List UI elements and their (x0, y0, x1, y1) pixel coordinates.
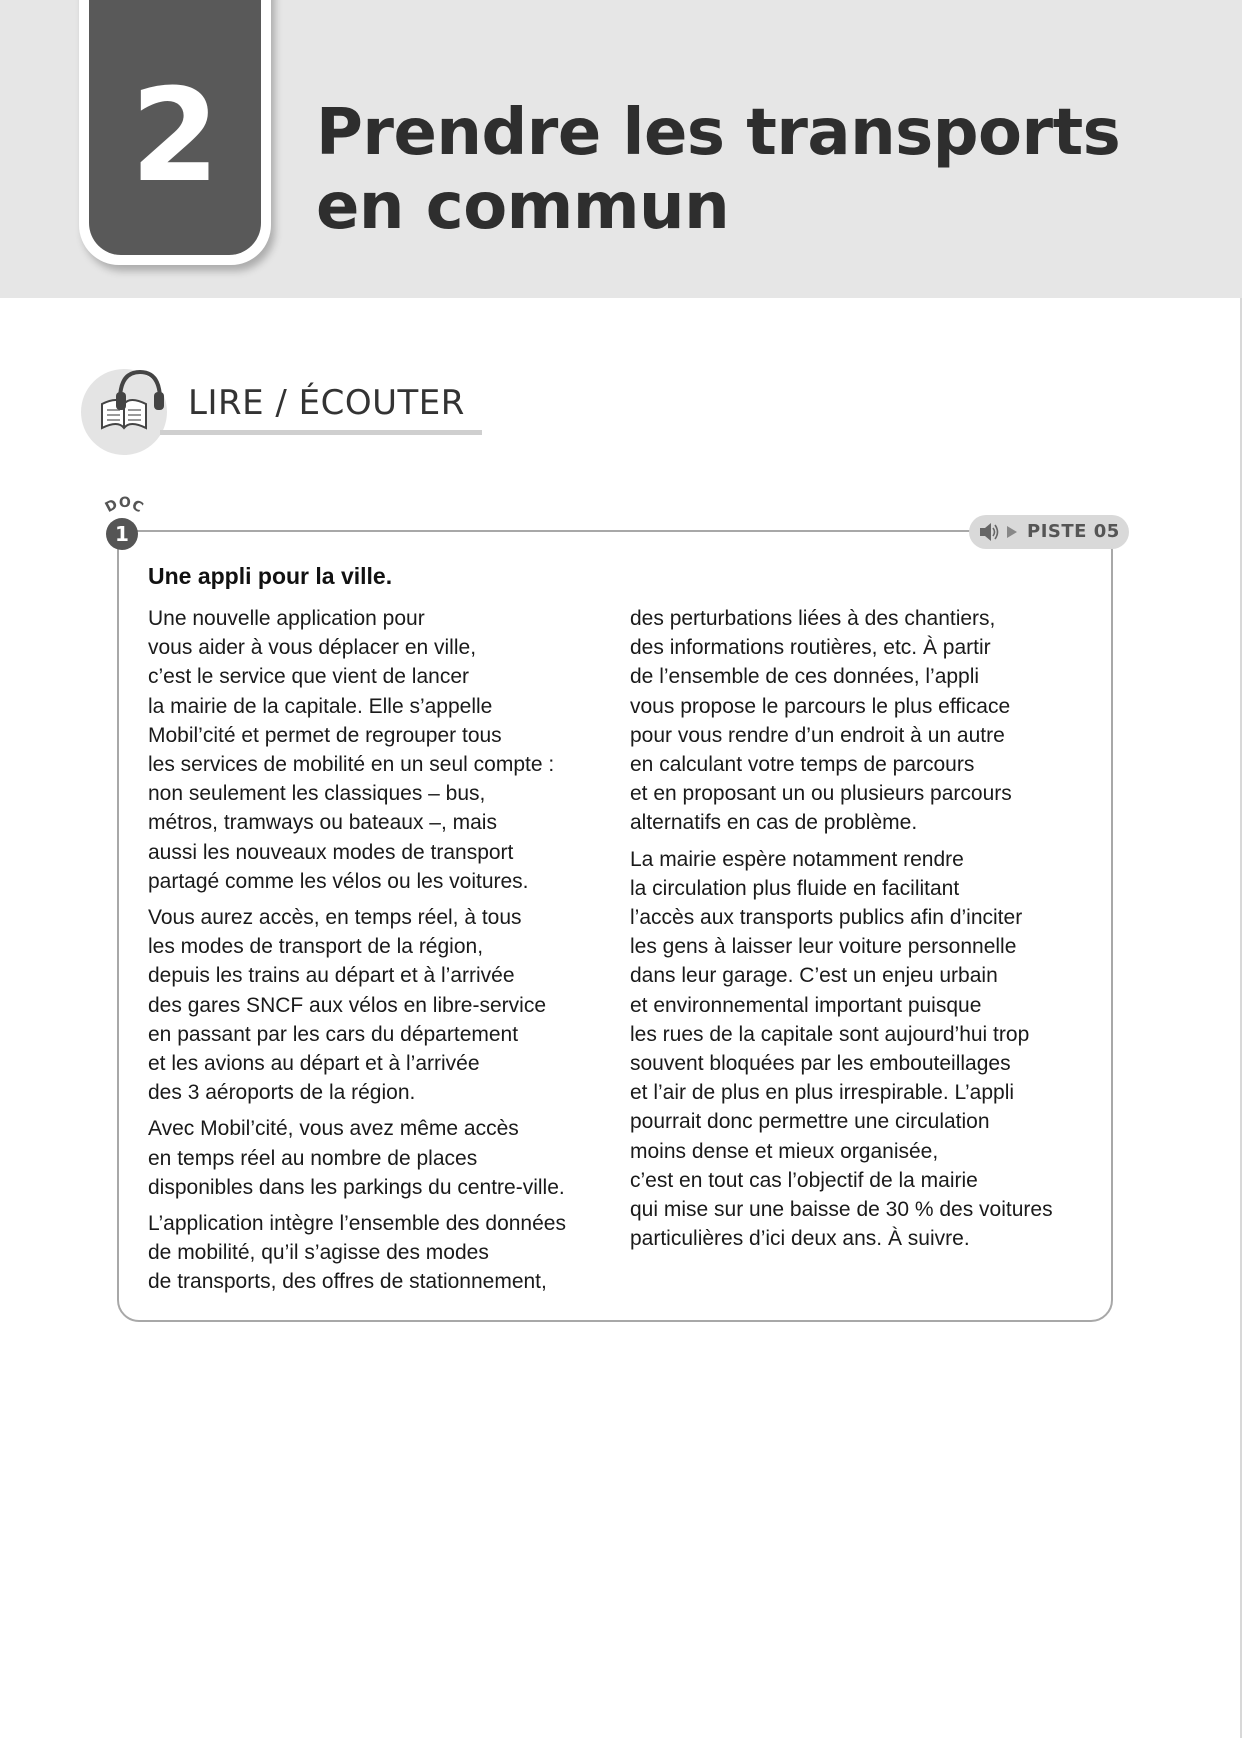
article-title: Une appli pour la ville. (148, 563, 393, 589)
article-line: qui mise sur une baisse de 30 % des voitures (630, 1198, 1053, 1222)
article-paragraph (630, 845, 1100, 1254)
article-line: de l’ensemble de ces données, l’appli (630, 665, 980, 689)
article-paragraph (630, 604, 1100, 838)
chapter-tab (79, 0, 271, 265)
article-paragraph (148, 1114, 618, 1202)
article-line: en passant par les cars du département (148, 1022, 519, 1046)
article-line: vous aider à vous déplacer en ville, (148, 636, 477, 660)
article-paragraph (148, 1209, 618, 1297)
article-line: disponibles dans les parkings du centre-ville. (148, 1175, 565, 1199)
article-line: et environnemental important puisque (630, 993, 982, 1017)
article-line: de mobilité, qu’il s’agisse des modes (148, 1241, 489, 1265)
chapter-tab-inner (89, 0, 261, 255)
chapter-title (316, 96, 1216, 244)
article-line: en temps réel au nombre de places (148, 1146, 478, 1170)
article-paragraph (148, 903, 618, 1107)
article-line: Mobil’cité et permet de regrouper tous (148, 723, 502, 747)
article-line: des gares SNCF aux vélos en libre-service (148, 993, 546, 1017)
article-line: les modes de transport de la région, (148, 935, 484, 959)
article-line: en calculant votre temps de parcours (630, 753, 975, 777)
article-line: La mairie espère notamment rendre (630, 847, 964, 871)
article-line: et l’air de plus en plus irrespirable. L’appli (630, 1081, 1015, 1105)
article-line: la mairie de la capitale. Elle s’appelle (148, 694, 493, 718)
doc-number-badge: 1 (106, 518, 138, 550)
article-line: Avec Mobil’cité, vous avez même accès (148, 1117, 519, 1141)
article-line: métros, tramways ou bateaux –, mais (148, 811, 497, 835)
article-line: non seulement les classiques – bus, (148, 782, 486, 806)
article-line: la circulation plus fluide en facilitant (630, 876, 960, 900)
speaker-icon (979, 522, 1001, 542)
article-column-left (148, 604, 618, 1304)
article-line: l’accès aux transports publics afin d’inciter (630, 906, 1023, 930)
article-paragraph (148, 604, 618, 896)
section-title: LIRE / ÉCOUTER (188, 383, 465, 423)
article-line: Vous aurez accès, en temps réel, à tous (148, 906, 522, 930)
article-line: vous propose le parcours le plus efficace (630, 694, 1011, 718)
article-line: les rues de la capitale sont aujourd’hui trop (630, 1022, 1030, 1046)
article-line: alternatifs en cas de problème. (630, 811, 918, 835)
audio-track-label: PISTE 05 (1027, 521, 1120, 542)
article-line: moins dense et mieux organisée, (630, 1139, 939, 1163)
article-line: et en proposant un ou plusieurs parcours (630, 782, 1012, 806)
book-headphones-icon (80, 368, 168, 456)
chapter-title-line: Prendre les transports (316, 96, 1121, 170)
article-line: les services de mobilité en un seul compte : (148, 753, 555, 777)
article-line: L’application intègre l’ensemble des données (148, 1212, 566, 1236)
article-line: c’est le service que vient de lancer (148, 665, 469, 689)
article-line: partagé comme les vélos ou les voitures. (148, 869, 529, 893)
article-line: particulières d’ici deux ans. À suivre. (630, 1227, 970, 1251)
chapter-title-line: en commun (316, 170, 730, 244)
audio-track-button[interactable] (969, 515, 1129, 549)
svg-text:DOC (103, 495, 146, 516)
article-line: pourrait donc permettre une circulation (630, 1110, 990, 1134)
doc-label-text: DOC (102, 495, 146, 517)
section-underline (160, 430, 482, 435)
article-line: Une nouvelle application pour (148, 607, 425, 630)
doc-label (100, 495, 148, 519)
article-column-right (630, 604, 1100, 1260)
article-line: souvent bloquées par les embouteillages (630, 1052, 1011, 1076)
play-icon (1007, 526, 1017, 538)
article-line: dans leur garage. C’est un enjeu urbain (630, 964, 998, 988)
article-line: aussi les nouveaux modes de transport (148, 840, 514, 864)
chapter-number: 2 (130, 62, 220, 211)
article-line: les gens à laisser leur voiture personnelle (630, 935, 1017, 959)
article-line: pour vous rendre d’un endroit à un autre (630, 723, 1005, 747)
article-line: et les avions au départ et à l’arrivée (148, 1052, 480, 1076)
article-line: des perturbations liées à des chantiers, (630, 607, 996, 630)
article-line: depuis les trains au départ et à l’arrivée (148, 964, 515, 988)
article-line: des 3 aéroports de la région. (148, 1081, 416, 1105)
article-line: des informations routières, etc. À partir (630, 636, 991, 660)
article-line: c’est en tout cas l’objectif de la mairie (630, 1168, 978, 1192)
article-line: de transports, des offres de stationnement, (148, 1270, 547, 1294)
